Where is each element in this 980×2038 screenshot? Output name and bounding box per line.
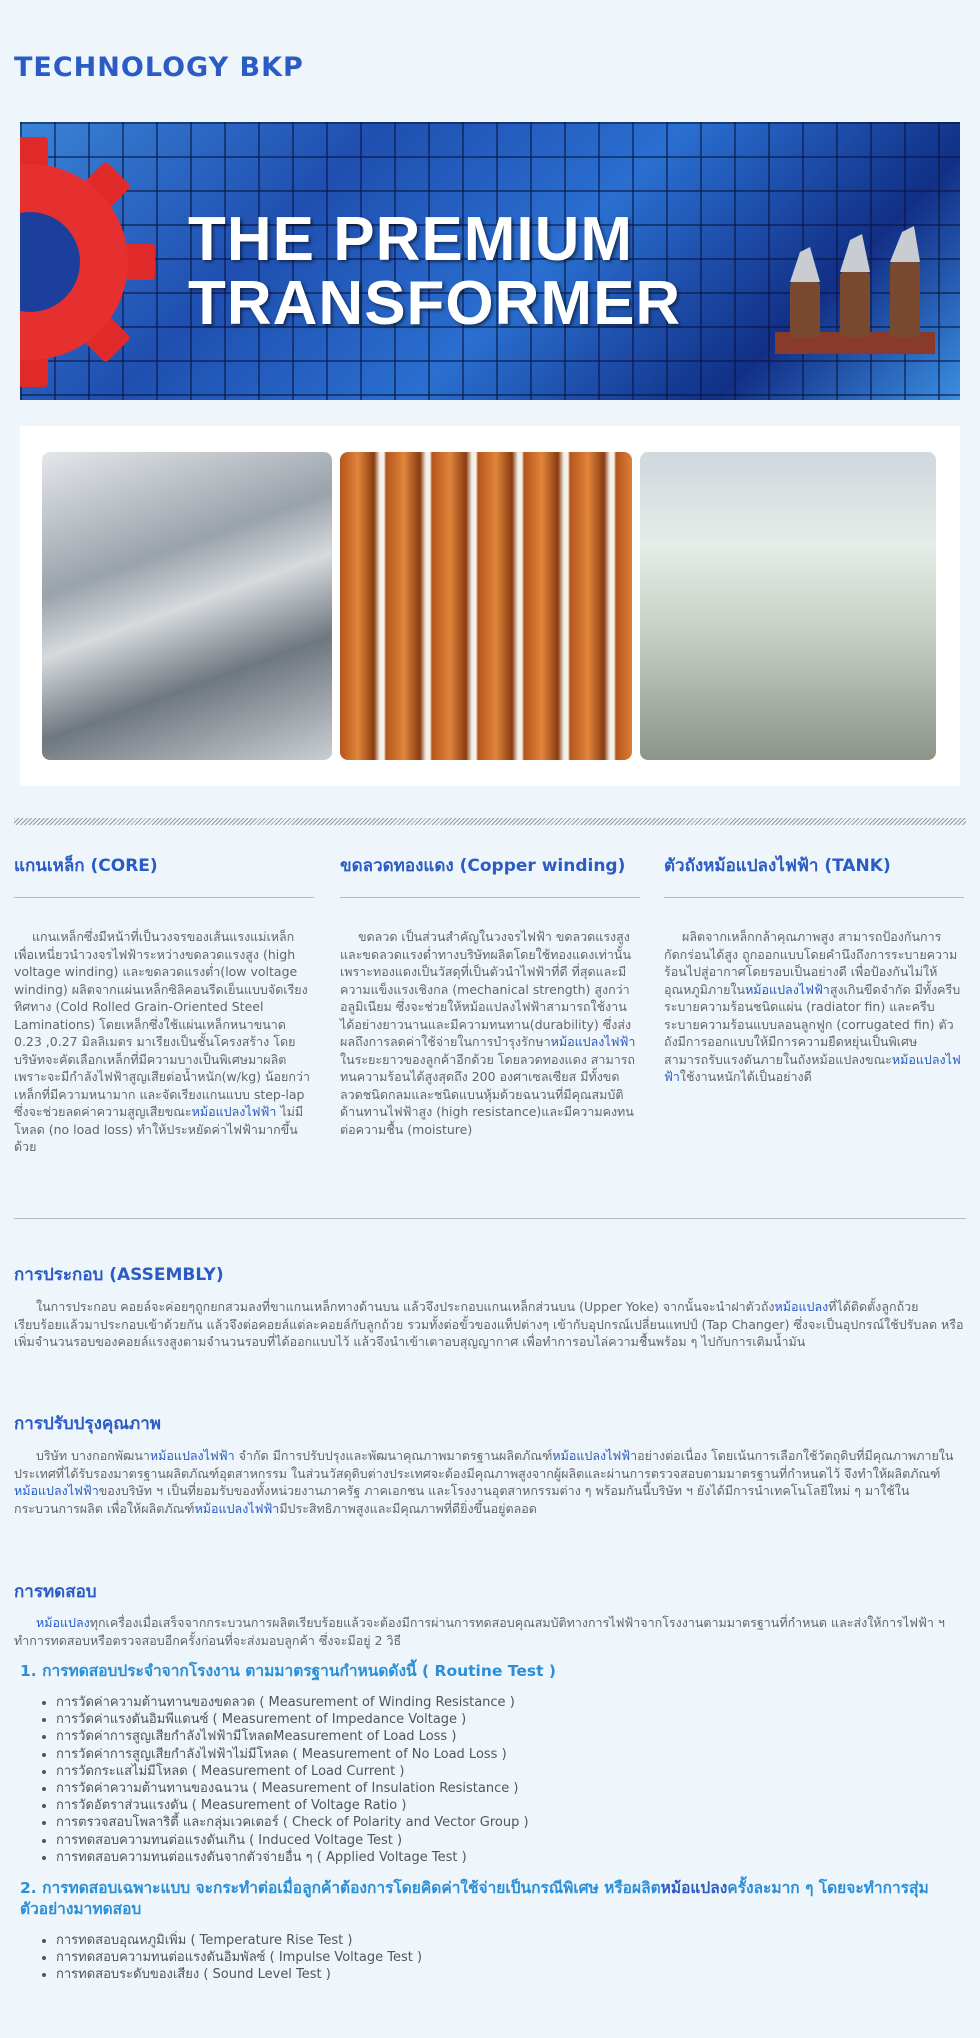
tank-column [664,852,964,1086]
core-text-a: แกนเหล็กซึ่งมีหน้าที่เป็นวงจรของเส้นแรงแม่เหล็ก เพื่อเหนี่ยวนำวงจรไฟฟ้าระหว่างขดลวดแรงสูง (high voltage winding) และขดลวดแรงต่ำ(low voltage winding) ผลิตจากแผ่นเหล็กซิลิคอนรีดเย็นแบบจัดเรียงทิศทาง (Cold Rolled Grain-Oriented Steel Laminations) โดยเหล็กซึ่งใช้แผ่นเหล็กหนาขนาด 0.23 ,0.27 มิลลิเมตร มาเรียงเป็นชั้นโครงสร้าง โดยบริษัทจะคัดเลือกเหล็กที่มีความบางเป็นพิเศษมาผลิต เพราะจะมีกำลังไฟฟ้าสูญเสียต่อน้ำหนัก(w/kg) น้อยกว่าเหล็กที่มีความหนามาก และจัดเรียงแกนแบบ step-lap ซึ่งจะช่วยลดค่าความสูญเสียขณะ [14,929,310,1119]
tank-divider [664,897,964,898]
special-test-list [34,1932,422,1984]
copper-divider [340,897,640,898]
transformer-bushing-icon [770,222,940,372]
core-text-b: ไม่มีโหลด (no load loss) ทำให้ประหยัดค่าไฟฟ้ามากขึ้นด้วย [14,1104,304,1154]
quality-link-1[interactable]: หม้อแปลงไฟฟ้า [149,1448,235,1463]
assembly-text [14,1298,964,1351]
testing-text [14,1614,964,1649]
banner-headline [188,205,682,338]
copper-text-b: ในระยะยาวของลูกค้าอีกด้วย โดยลวดทองแดง สามารถทนความร้อนได้สูงสุดถึง 200 องศาเซลเซียส มีทั้งขดลวดชนิดกลมและชนิดแบนหุ้มด้วยฉนวนที่มีคุณสมบัติด้านทานไฟฟ้าสูง (high resistance)และมีความคงทนต่อความชื้น (moisture) [340,1051,635,1137]
test-item: • การทดสอบความทนต่อแรงดันเกิน ( Induced Voltage Test ) [56,1832,529,1849]
hero-banner [20,122,960,400]
test-item: • การทดสอบความทนต่อแรงดันจากตัวจ่ายอื่น ๆ ( Applied Voltage Test ) [56,1849,529,1866]
core-transformer-link[interactable]: หม้อแปลงไฟฟ้า [191,1104,277,1119]
special-title-a: 2. การทดสอบเฉพาะแบบ จะกระทำต่อเมื่อลูกค้าต้องการโดยคิดค่าใช้จ่ายเป็นกรณีพิเศษ หรือผลิต [20,1879,661,1897]
test-item: • การทดสอบความทนต่อแรงดันอิมพัลซ์ ( Impulse Voltage Test ) [56,1949,422,1966]
special-test-title [20,1878,970,1920]
quality-link-4[interactable]: หม้อแปลงไฟฟ้า [194,1500,280,1516]
hatched-divider [14,818,966,825]
copper-winding-photo [340,452,632,760]
copper-transformer-link[interactable]: หม้อแปลงไฟฟ้า [550,1034,636,1049]
assembly-transformer-link[interactable]: หม้อแปลง [774,1299,829,1314]
test-item: • การวัดค่าแรงดันอิมพีแดนซ์ ( Measurement of Impedance Voltage ) [56,1711,529,1728]
quality-title: การปรับปรุงคุณภาพ [14,1414,162,1434]
test-item: • การวัดค่าความต้านทานของฉนวน ( Measurement of Insulation Resistance ) [56,1780,529,1797]
routine-test-title: 1. การทดสอบประจำจากโรงงาน ตามมาตรฐานกำหนดดังนี้ ( Routine Test ) [20,1662,556,1680]
core-title: แกนเหล็ก (CORE) [14,856,158,876]
tank-text-c: ใช้งานหนักได้เป็นอย่างดี [679,1069,812,1084]
assembly-text-b: ที่ได้ติดตั้งลูกถ้วยเรียบร้อยแล้วมาประกอบเข้าด้วยกัน แล้วจึงต่อคอยล์แต่ละคอยล์กับลูกถ้วย รวมทั้งต่อขั้วของแท็ปต่างๆ เข้ากับอุปกรณ์เปลี่ยนแทปป์ (Tap Changer) ซึ่งจะเป็นอุปกรณ์ใช้ปรับลด หรือเพิ่มจำนวนรอบของคอยล์แรงสูงตามจำนวนรอบที่ได้ออกแบบไว้ แล้วจึงนำเข้าเตาอบสุญญากาศ เพื่อทำการอบไล่ความชื้นพร้อม ๆ ไปกับการเติมน้ำมัน [14,1299,964,1349]
quality-text-4: ของบริษัท ฯ เป็นที่ยอมรับของทั้งหน่วยงานภาครัฐ ภาคเอกชน และโรงงานอุตสาหกรรมต่าง ๆ พร้อมกันนี้บริษัท ฯ ยังได้มีการนำเทคโนโลยีใหม่ ๆ มาใช้ในกระบวนการผลิต เพื่อให้ผลิตภัณฑ์ [14,1483,910,1516]
test-item: • การทดสอบอุณหภูมิเพิ่ม ( Temperature Rise Test ) [56,1932,422,1949]
routine-test-list [34,1694,529,1866]
copper-title: ขดลวดทองแดง (Copper winding) [340,856,626,876]
assembly-text-a: ในการประกอบ คอยล์จะค่อยๆถูกยกสวมลงที่ขาแกนเหล็กทางด้านบน แล้วจึงประกอบแกนเหล็กส่วนบน (Upper Yoke) จากนั้นจะนำฝาตัวถัง [36,1299,775,1314]
power-transformer-photo [640,452,936,760]
quality-text [14,1447,964,1517]
tank-transformer-link[interactable]: หม้อแปลงไฟฟ้า [745,981,830,997]
quality-link-2[interactable]: หม้อแปลงไฟฟ้า [552,1448,638,1463]
tank-title: ตัวถังหม้อแปลงไฟฟ้า (TANK) [664,856,891,876]
test-item: • การวัดค่าการสูญเสียกำลังไฟฟ้ามีโหลดMeasurement of Load Loss ) [56,1728,529,1745]
quality-link-3[interactable]: หม้อแปลงไฟฟ้า [14,1483,99,1498]
quality-text-5: มีประสิทธิภาพสูงและมีคุณภาพที่ดียิ่งขึ้นอยู่ตลอด [279,1500,537,1516]
testing-title: การทดสอบ [14,1582,97,1602]
test-item: • การวัดค่าความต้านทานของขดลวด ( Measurement of Winding Resistance ) [56,1694,529,1711]
quality-text-2: จำกัด มีการปรับปรุงและพัฒนาคุณภาพมาตรฐานผลิตภัณฑ์ [234,1448,553,1463]
red-gear-icon [20,132,160,392]
banner-line-1: THE PREMIUM [188,205,633,274]
copper-text-a: ขดลวด เป็นส่วนสำคัญในวงจรไฟฟ้า ขดลวดแรงสูงและขดลวดแรงต่ำทางบริษัทผลิตโดยใช้ทองแดงเท่านั้น เพราะทองแดงเป็นวัสดุที่เป็นตัวนำไฟฟ้าที่ดี ที่สุดและมีความแข็งแรงเชิงกล (mechanical strength) สูงกว่าอลูมิเนียม ซึ่งจะช่วยให้หม้อแปลงไฟฟ้าสามารถใช้งานได้อย่างยาวนานและมีความทนทาน(durability) ซึ่งส่งผลถึงการลดค่าใช้จ่ายในการบำรุงรักษา [340,929,632,1049]
special-title-b: ครั้งละมาก ๆ โดยจะทำการสุ่มตัวอย่างมาทดสอบ [20,1879,929,1918]
tank-text [664,928,964,1086]
tank-text-b: สูงเกินขีดจำกัด มีทั้งครีบระบายความร้อนชนิดแผ่น (radiator fin) และครีบระบายความร้อนแบบลอนลูกฟูก (corrugated fin) ตัวถังมีการออกแบบให้มีการความยืดหยุ่นเป็นพิเศษ สามารถรับแรงดันภายในถังหม้อแปลงขณะ [664,981,961,1067]
tank-text-a: ผลิตจากเหล็กกล้าคุณภาพสูง สามารถป้องกันการกัดกร่อนได้สูง ถูกออกแบบโดยคำนึงถึงการระบายความร้อนไปสู่อากาศโดยรอบเป็นอย่างดี เพื่อป้องกันไม่ให้อุณหภูมิภายใน [664,929,958,997]
site-logo-text[interactable]: TECHNOLOGY BKP [14,52,304,83]
test-item: • การวัดค่าการสูญเสียกำลังไฟฟ้าไม่มีโหลด ( Measurement of No Load Loss ) [56,1746,529,1763]
assembly-title: การประกอบ (ASSEMBLY) [14,1265,224,1285]
test-item: • การทดสอบระดับของเสียง ( Sound Level Test ) [56,1966,422,1983]
section-divider [14,1218,966,1219]
tank-transformer-link-2[interactable]: หม้อแปลงไฟฟ้า [664,1051,961,1084]
testing-transformer-link[interactable]: หม้อแปลง [36,1615,90,1630]
quality-text-3: อย่างต่อเนื่อง โดยเน้นการเลือกใช้วัตถุดิบที่มีคุณภาพภายในประเทศที่ได้รับรองมาตรฐานผลิตภัณฑ์อุตสาหกรรม ในส่วนวัสดุดิบต่างประเทศจะต้องมีคุณภาพสูงจากผู้ผลิตและผ่านการตรวจสอบตามมาตรฐานที่กำหนดไว้ จึงทำให้ผลิตภัณฑ์ [14,1448,954,1481]
special-transformer-link[interactable]: หม้อแปลง [660,1879,728,1897]
test-item: • การวัดกระแสไม่มีโหลด ( Measurement of Load Current ) [56,1763,529,1780]
copper-text [340,928,640,1138]
core-divider [14,897,314,898]
banner-line-2: TRANSFORMER [188,269,682,338]
core-text [14,928,314,1156]
steel-coils-photo [42,452,332,760]
copper-column [340,852,640,1138]
test-item: • การวัดอัตราส่วนแรงดัน ( Measurement of Voltage Ratio ) [56,1797,529,1814]
materials-photo-strip [20,426,960,786]
core-column [14,852,314,1156]
testing-text-body: ทุกเครื่องเมื่อเสร็จจากกระบวนการผลิตเรียบร้อยแล้วจะต้องมีการผ่านการทดสอบคุณสมบัติทางการไฟฟ้าจากโรงงานตามมาตรฐานที่กำหนด และส่งให้การไฟฟ้า ฯ ทำการทดสอบหรือตรวจสอบอีกครั้งก่อนที่จะส่งมอบลูกค้า ซึ่งจะมีอยู่ 2 วิธี [14,1615,945,1648]
test-item: • การตรวจสอบโพลาริตี้ และกลุ่มเวคเตอร์ ( Check of Polarity and Vector Group ) [56,1814,529,1831]
quality-text-1: บริษัท บางกอกพัฒนา [36,1448,150,1463]
